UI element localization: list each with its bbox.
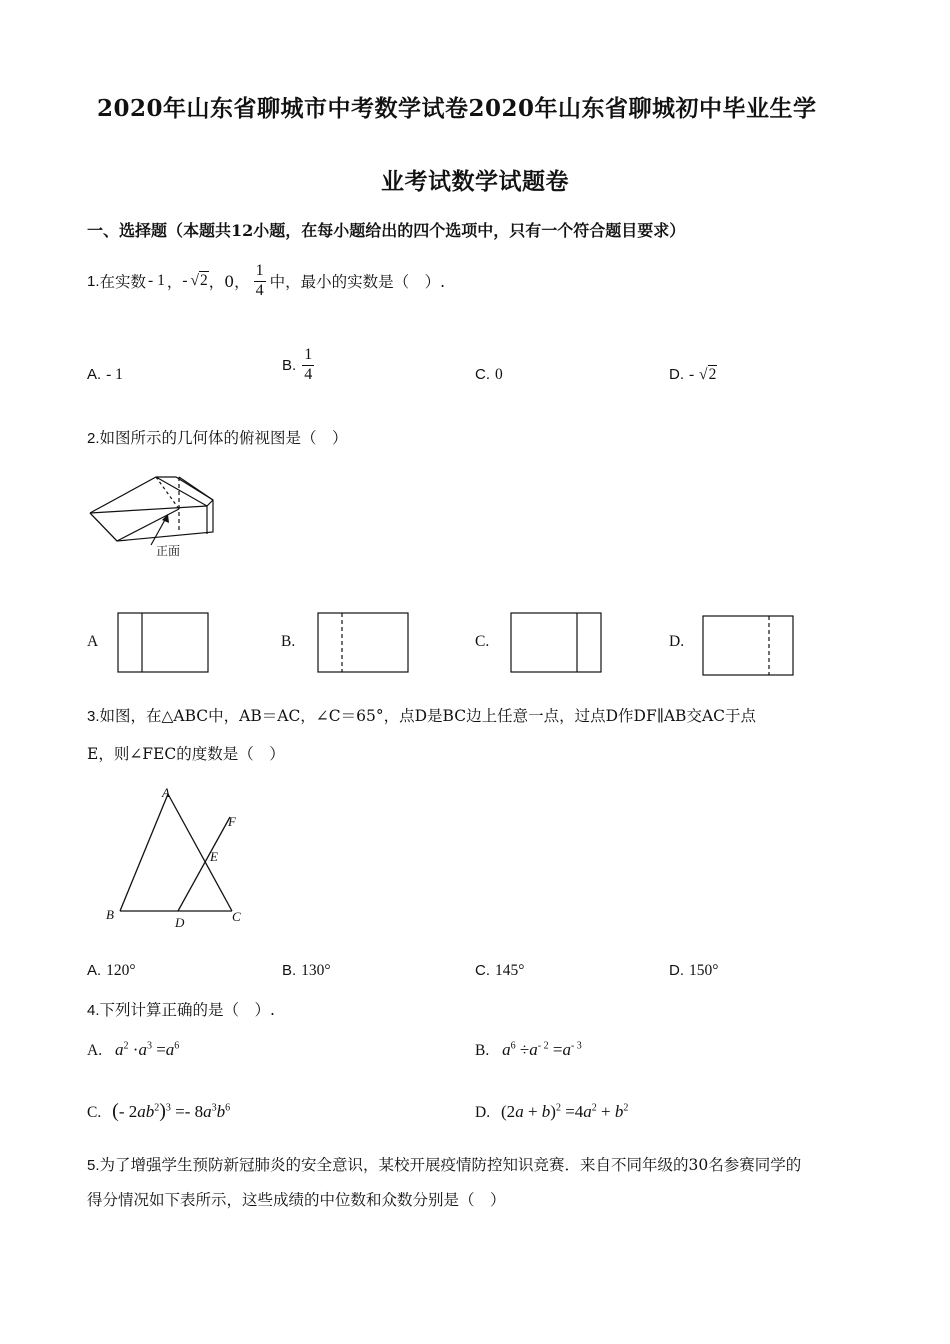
option-a: A. $a^2 \cdot a^3 =a^6$ xyxy=(87,1040,180,1059)
option-d: D. xyxy=(669,633,685,650)
question-number: 1. xyxy=(87,272,100,290)
question-1: 1. 在实数 - 1 ， - √2 ，0， $\frac{1}{4}$ 中，最小的实数是（ ）. xyxy=(87,262,446,299)
fraction: $\frac{1}{4}$ xyxy=(255,262,264,299)
option-b: B. $\frac{1}{4}$ xyxy=(282,346,313,383)
option-a: A. - 1 xyxy=(87,366,123,383)
math-expression: $a^6 \div a^{- 2} =a^{- 3}$ xyxy=(502,1040,582,1059)
question-number: 3. xyxy=(87,708,100,725)
section-heading: 一、选择题（本题共12小题，在每小题给出的四个选项中，只有一个符合题目要求） xyxy=(87,221,686,240)
question-4 xyxy=(87,998,275,1020)
question-text: 如图，在△ABC中，AB＝AC，∠C＝65°，点D是BC边上任意一点，过点D作DF∥AB交AC于点 xyxy=(99,707,756,725)
math-value: - 1 xyxy=(148,272,165,289)
document-title-line1: 2020年山东省聊城市中考数学试卷2020年山东省聊城初中毕业生学 xyxy=(97,95,817,122)
option-d: D. 150° xyxy=(669,962,719,979)
document-title-line2: 业考试数学试题卷 xyxy=(381,168,569,195)
question-number: 5. xyxy=(87,1157,100,1174)
vertex-label: D xyxy=(175,915,185,930)
option-c: C. (- $2ab^2)^3 =- 8a^3b^6$ xyxy=(87,1100,231,1122)
question-5 xyxy=(87,1153,801,1175)
math-expression: (- $2ab^2)^3 =- 8a^3b^6$ xyxy=(112,1100,231,1122)
triangle-figure xyxy=(100,780,260,935)
option-b: B. $a^6 \div a^{- 2} =a^{- 3}$ xyxy=(475,1040,582,1059)
math-expression: $(2a + b)^2 =4a^2 + b^2$ xyxy=(501,1102,629,1121)
option-c-diagram xyxy=(510,612,603,674)
option-b-diagram xyxy=(317,612,410,674)
option-c: C. 145° xyxy=(475,962,525,979)
option-c: C. xyxy=(475,633,490,650)
option-c: C. 0 xyxy=(475,366,503,383)
question-number: 2. xyxy=(87,430,100,447)
figure-caption: 正面 xyxy=(156,544,181,558)
vertex-label: E xyxy=(210,849,218,864)
math-expression: $a^2 \cdot a^3 =a^6$ xyxy=(115,1040,180,1059)
vertex-label: C xyxy=(232,909,241,924)
question-text: 为了增强学生预防新冠肺炎的安全意识，某校开展疫情防控知识竞赛．来自不同年级的30名参赛同学的 xyxy=(99,1156,802,1174)
option-d: D. - √2 xyxy=(669,366,717,383)
vertex-label: F xyxy=(228,814,236,829)
question-text: 在实数 xyxy=(99,273,147,291)
question-text: 下列计算正确的是（ ）. xyxy=(99,1001,275,1019)
question-text: 中，最小的实数是（ ）. xyxy=(269,273,446,291)
question-5-continued: 得分情况如下表所示，这些成绩的中位数和众数分别是（ ） xyxy=(87,1191,506,1209)
vertex-label: A xyxy=(162,785,170,800)
sqrt-expression: √2 xyxy=(190,272,208,289)
question-3-continued: E，则∠FEC的度数是（ ） xyxy=(87,745,285,763)
question-number: 4. xyxy=(87,1002,100,1019)
option-a-diagram xyxy=(117,612,210,674)
fraction: $\frac{1}{4}$ xyxy=(304,346,313,383)
option-b: B. 130° xyxy=(282,962,331,979)
question-2 xyxy=(87,426,348,448)
option-a: A xyxy=(87,633,99,650)
question-text: 如图所示的几何体的俯视图是（ ） xyxy=(99,429,348,447)
question-3 xyxy=(87,704,756,726)
geometric-solid-figure xyxy=(86,470,221,562)
vertex-label: B xyxy=(106,907,114,922)
option-b: B. xyxy=(281,633,296,650)
option-d: D. $(2a + b)^2 =4a^2 + b^2$ xyxy=(475,1102,629,1121)
option-d-diagram xyxy=(702,615,795,677)
option-a: A. 120° xyxy=(87,962,136,979)
